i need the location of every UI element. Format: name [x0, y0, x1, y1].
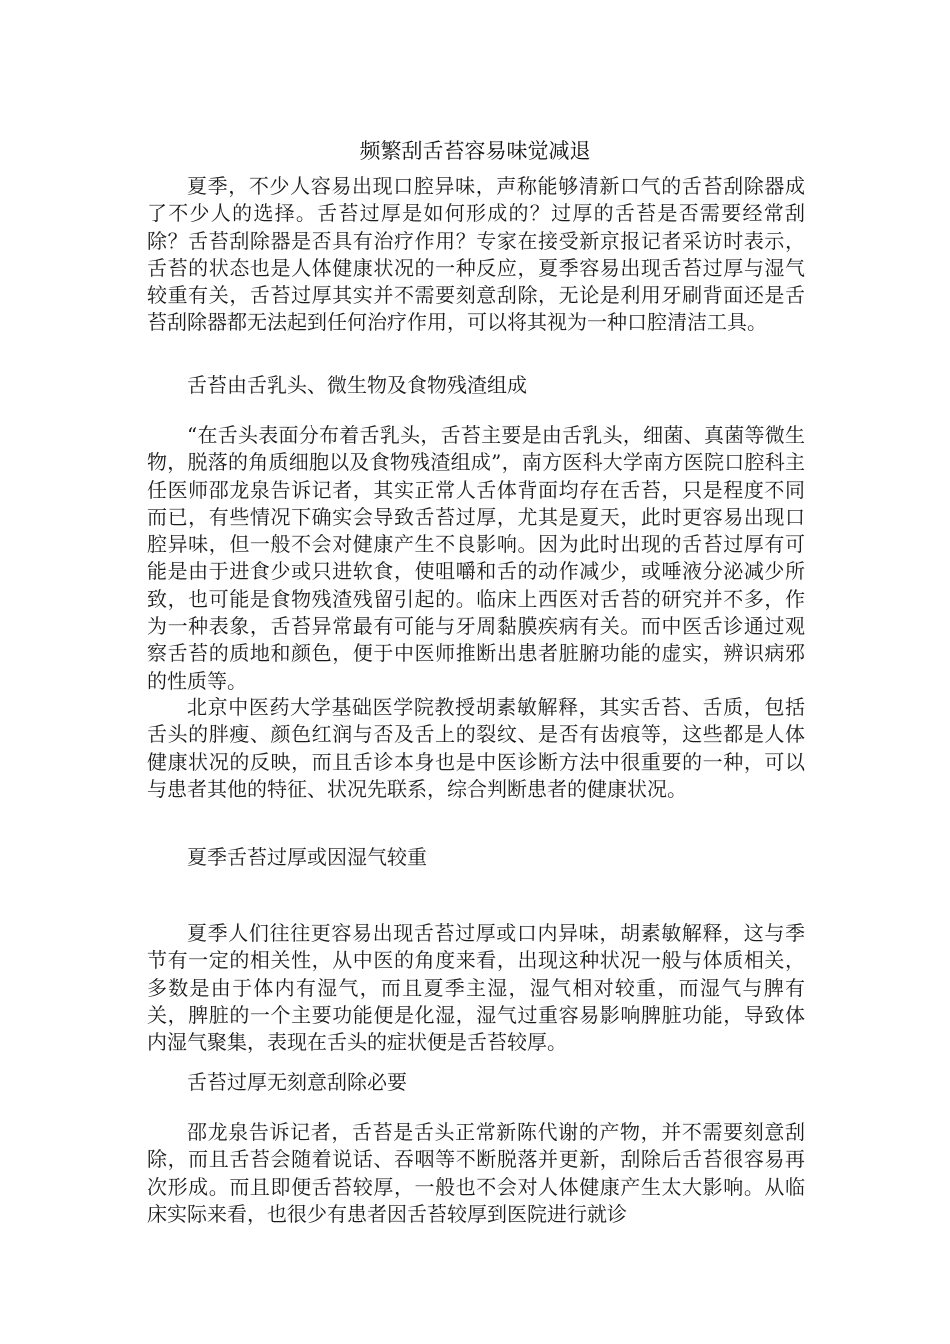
paragraph-composition: “在舌头表面分布着舌乳头，舌苔主要是由舌乳头，细菌、真菌等微生物，脱落的角质细胞以及食物残渣组成”，南方医科大学南方医院口腔科主任医师邵龙泉告诉记者，其实正常人舌体背面均存在舌苔，只是程度不同而已，有些情况下确实会导致舌苔过厚，尤其是夏天，此时更容易出现口腔异味，但一般不会对健康产生不良影响。因为此时出现的舌苔过厚有可能是由于进食少或只进软食，使咀嚼和舌的动作减少，或唾液分泌减少所致，也可能是食物残渣残留引起的。临床上西医对舌苔的研究并不多，作为一种表象，舌苔异常最有可能与牙周黏膜疾病有关。而中医舌诊通过观察舌苔的质地和颜色，便于中医师推断出患者脏腑功能的虚实，辨识病邪的性质等。: [147, 423, 805, 693]
paragraph-intro: 夏季，不少人容易出现口腔异味，声称能够清新口气的舌苔刮除器成了不少人的选择。舌苔过厚是如何形成的？过厚的舌苔是否需要经常刮除？舌苔刮除器是否具有治疗作用？专家在接受新京报记者采访时表示，舌苔的状态也是人体健康状况的一种反应，夏季容易出现舌苔过厚与湿气较重有关，舌苔过厚其实并不需要刻意刮除，无论是利用牙刷背面还是舌苔刮除器都无法起到任何治疗作用，可以将其视为一种口腔清洁工具。: [147, 174, 805, 335]
paragraph-summer-dampness: 夏季人们往往更容易出现舌苔过厚或口内异味，胡素敏解释，这与季节有一定的相关性，从中医的角度来看，出现这种状况一般与体质相关，多数是由于体内有湿气，而且夏季主湿，湿气相对较重，而湿气与脾有关，脾脏的一个主要功能便是化湿，湿气过重容易影响脾脏功能，导致体内湿气聚集，表现在舌头的症状便是舌苔较厚。: [147, 921, 805, 1055]
section-heading-summer-dampness: 夏季舌苔过厚或因湿气较重: [187, 845, 427, 869]
paragraph-tcm-diagnosis: 北京中医药大学基础医学院教授胡素敏解释，其实舌苔、舌质，包括舌头的胖瘦、颜色红润与否及舌上的裂纹、是否有齿痕等，这些都是人体健康状况的反映，而且舌诊本身也是中医诊断方法中很重要的一种，可以与患者其他的特征、状况先联系，综合判断患者的健康状况。: [147, 695, 805, 801]
paragraph-no-scraping: 邵龙泉告诉记者，舌苔是舌头正常新陈代谢的产物，并不需要刻意刮除，而且舌苔会随着说话、吞咽等不断脱落并更新，刮除后舌苔很容易再次形成。而且即便舌苔较厚，一般也不会对人体健康产生太大影响。从临床实际来看，也很少有患者因舌苔较厚到医院进行就诊: [147, 1120, 805, 1226]
section-heading-no-scraping: 舌苔过厚无刻意刮除必要: [187, 1070, 407, 1094]
section-heading-composition: 舌苔由舌乳头、微生物及食物残渣组成: [187, 373, 527, 397]
document-title: 频繁刮舌苔容易味觉减退: [359, 139, 591, 163]
